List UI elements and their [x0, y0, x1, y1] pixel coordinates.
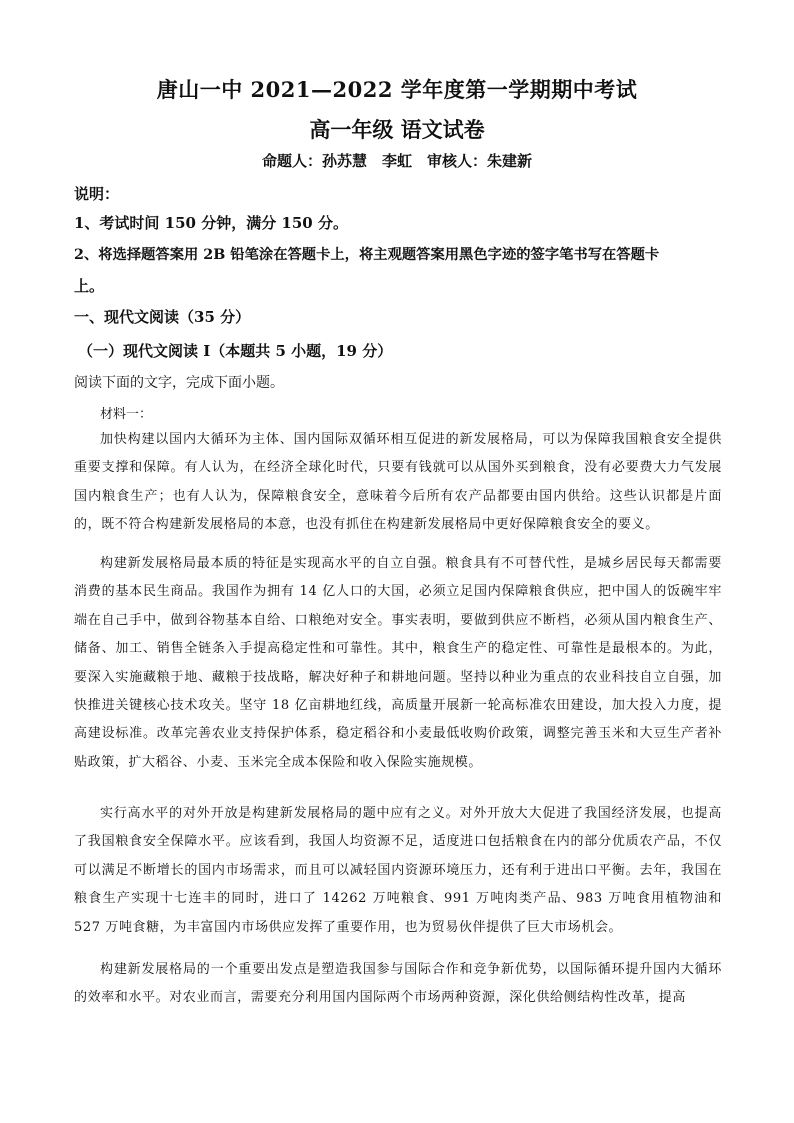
paragraph-3: 实行高水平的对外开放是构建新发展格局的题中应有之义。对外开放大大促进了我国经济发展，也提高了我国粮食安全保障水平。应该看到，我国人均资源不足，适度进口包括粮食在内的部分优质农产品，不仅可以满足不断增长的国内市场需求，而且可以减轻国内资源环境压力，还有利于进出口平衡。去年，我国在粮食生产实现十七连丰的同时，进口了 14262 万吨粮食、991 万吨肉类产品、983 万吨食用植物油和 527 万吨食糖，为丰富国内市场供应发挥了重要作用，也为贸易伙伴提供了巨大市场机会。 [74, 806, 722, 935]
reading-instruction: 阅读下面的文字，完成下面小题。 [74, 375, 284, 391]
paragraph-2: 构建新发展格局最本质的特征是实现高水平的自立自强。粮食具有不可替代性，是城乡居民每天都需要消费的基本民生商品。我国作为拥有 14 亿人口的大国，必须立足国内保障粮食供应，把中国人的饭碗牢牢端在自己手中，做到谷物基本自给、口粮绝对安全。事实表明，要做到供应不断档，必须从国内粮食生产、储备、加工、销售全链条入手提高稳定性和可靠性。其中，粮食生产的稳定性、可靠性是最根本的。为此，要深入实施藏粮于地、藏粮于技战略，解决好种子和耕地问题。坚持以种业为重点的农业科技自立自强，加快推进关键核心技术攻关。坚守 18 亿亩耕地红线，高质量开展新一轮高标准农田建设，加大投入力度，提高建设标准。改革完善农业支持保护体系，稳定稻谷和小麦最低收购价政策，调整完善玉米和大豆生产者补贴政策，扩大稻谷、小麦、玉米完全成本保险和收入保险实施规模。 [74, 556, 722, 770]
notes-item-2: 2、将选择题答案用 2B 铅笔涂在答题卡上，将主观题答案用黑色字迹的签字笔书写在答题卡 [74, 247, 660, 263]
exam-authors: 命题人：孙苏慧 李虹 审核人：朱建新 [261, 152, 532, 170]
exam-title: 唐山一中 2021—2022 学年度第一学期期中考试 [156, 77, 638, 102]
material-label: 材料一： [100, 407, 153, 422]
section-heading: 一、现代文阅读（35 分） [74, 308, 251, 326]
paragraph-1: 加快构建以国内大循环为主体、国内国际双循环相互促进的新发展格局，可以为保障我国粮食安全提供重要支撑和保障。有人认为，在经济全球化时代，只要有钱就可以从国外买到粮食，没有必要费大力气发展国内粮食生产；也有人认为，保障粮食安全，意味着今后所有农产品都要由国内供给。这些认识都是片面的，既不符合构建新发展格局的本意，也没有抓住在构建新发展格局中更好保障粮食安全的要义。 [74, 432, 722, 533]
notes-item-2-continued: 上。 [74, 277, 105, 295]
paragraph-4: 构建新发展格局的一个重要出发点是塑造我国参与国际合作和竞争新优势，以国际循环提升国内大循环的效率和水平。对农业而言，需要充分利用国内国际两个市场两种资源，深化供给侧结构性改革，提高 [74, 962, 722, 1006]
section-subheading: （一）现代文阅读 I（本题共 5 小题，19 分） [78, 342, 393, 360]
notes-item-1: 1、考试时间 150 分钟，满分 150 分。 [74, 214, 348, 232]
notes-heading: 说明： [74, 185, 120, 203]
exam-subtitle: 高一年级 语文试卷 [309, 117, 485, 142]
